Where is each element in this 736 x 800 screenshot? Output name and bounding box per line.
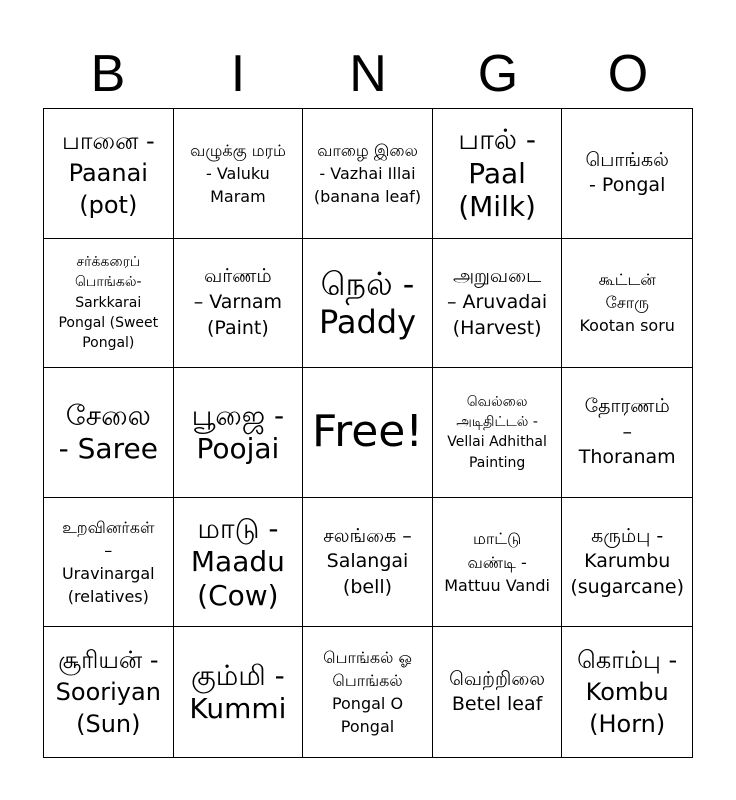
bingo-cell[interactable]: பொங்கல் ஓ பொங்கல் Pongal O Pongal <box>303 627 433 757</box>
bingo-cell[interactable]: வழுக்கு மரம் - Valuku Maram <box>174 109 304 239</box>
header-letter-o: O <box>607 45 649 103</box>
bingo-cell[interactable]: நெல் - Paddy <box>303 239 433 369</box>
bingo-cell[interactable]: பானை - Paanai (pot) <box>44 109 174 239</box>
bingo-cell[interactable]: உறவினர்கள் – Uravinargal (relatives) <box>44 498 174 628</box>
header-letter-i: I <box>230 45 246 103</box>
bingo-cell[interactable]: மாடு - Maadu (Cow) <box>174 498 304 628</box>
bingo-cell[interactable]: கும்மி - Kummi <box>174 627 304 757</box>
bingo-cell[interactable]: பால் - Paal (Milk) <box>433 109 563 239</box>
bingo-cell[interactable]: மாட்டு வண்டி - Mattuu Vandi <box>433 498 563 628</box>
bingo-cell[interactable]: கரும்பு - Karumbu (sugarcane) <box>562 498 692 628</box>
bingo-cell[interactable]: தோரணம் – Thoranam <box>562 368 692 498</box>
bingo-cell[interactable]: கூட்டன் சோரு Kootan soru <box>562 239 692 369</box>
header-letter-b: B <box>90 45 126 103</box>
bingo-cell[interactable]: சலங்கை – Salangai (bell) <box>303 498 433 628</box>
bingo-cell[interactable]: வெற்றிலை Betel leaf <box>433 627 563 757</box>
free-space[interactable]: Free! <box>303 368 433 498</box>
bingo-cell[interactable]: சூரியன் - Sooriyan (Sun) <box>44 627 174 757</box>
header-letter-g: G <box>477 45 519 103</box>
bingo-board <box>43 108 693 758</box>
bingo-cell[interactable]: பொங்கல் - Pongal <box>562 109 692 239</box>
bingo-cell[interactable]: சர்க்கரைப் பொங்கல்- Sarkkarai Pongal (Sweet Pongal) <box>44 239 174 369</box>
bingo-cell[interactable]: கொம்பு - Kombu (Horn) <box>577 645 678 739</box>
bingo-cell[interactable]: பூஜை - Poojai <box>174 368 304 498</box>
bingo-cell[interactable]: வெல்லை அடிதிட்டல் - Vellai Adhithal Painting <box>433 368 563 498</box>
bingo-cell[interactable]: வர்ணம் – Varnam (Paint) <box>174 239 304 369</box>
bingo-cell[interactable]: வாழை இலை - Vazhai Illai (banana leaf) <box>303 109 433 239</box>
header-letter-n: N <box>349 45 387 103</box>
bingo-header <box>43 40 693 108</box>
bingo-cell[interactable]: அறுவடை – Aruvadai (Harvest) <box>433 239 563 369</box>
bingo-cell[interactable]: சேலை - Saree <box>44 368 174 498</box>
